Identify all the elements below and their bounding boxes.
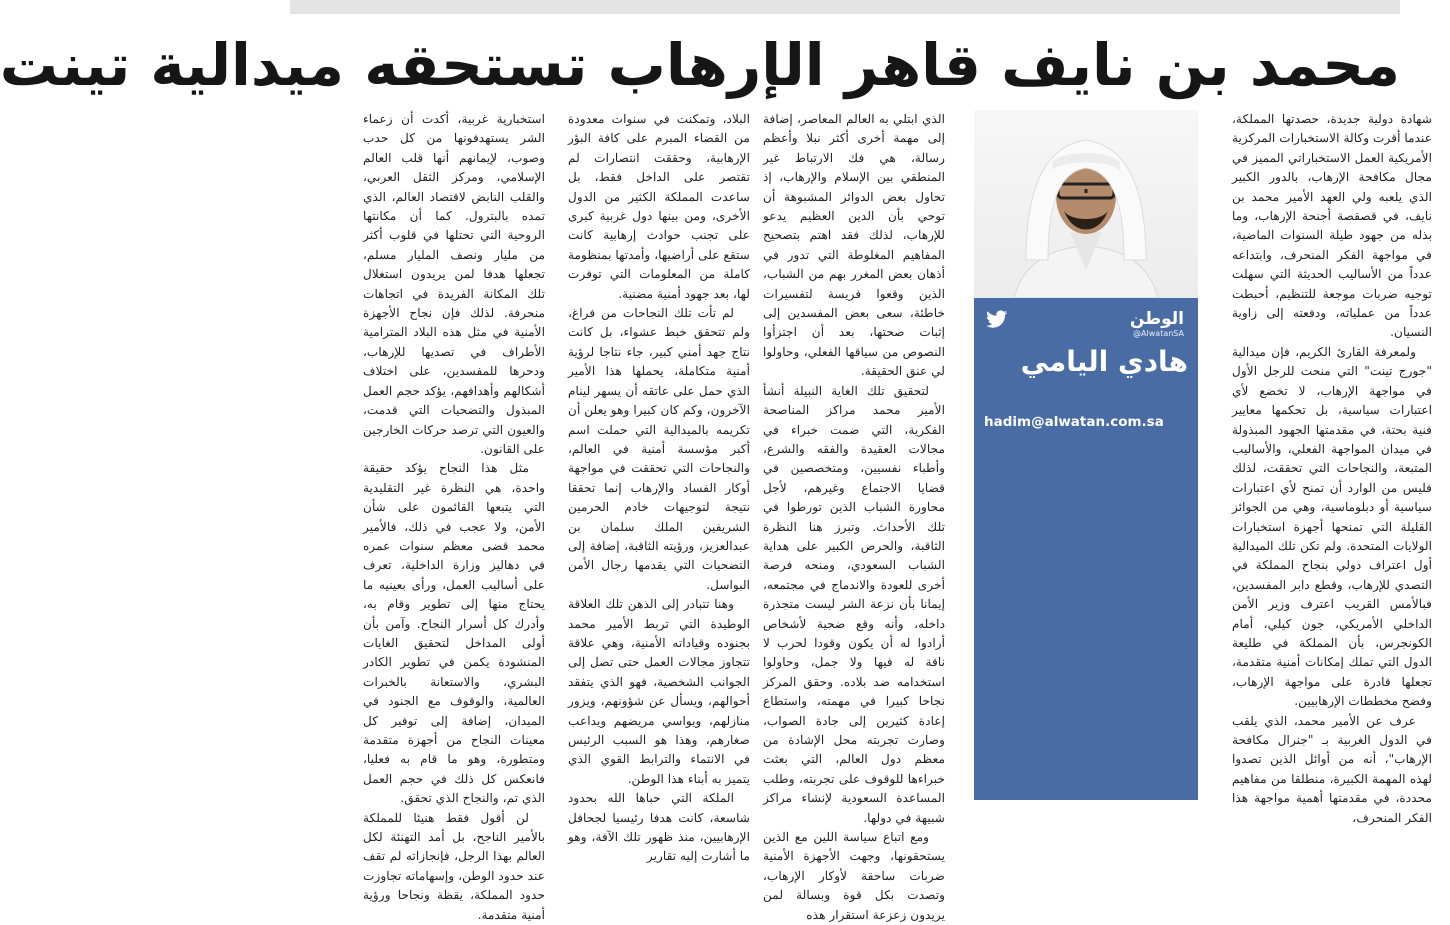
paragraph: الذي ابتلي به العالم المعاصر، إضافة إلى مهمة أخرى أكثر نبلا وأعظم رسالة، هي فك الارتباط غير المنطقي بين الإسلام والإرهاب، إذ تحاول بعض الدوائر المشبوهة أن توحي بأن الدين العظيم يدعو للإرهاب، لذلك فقد اهتم بتصحيح المفاهيم المغلوطة التي تدور في أذهان بعض المغرر بهم من الشباب، الذين وقعوا فريسة لتفسيرات خاطئة، سعى بعض المفسدين إلى إثبات صحتها، بعد أن اجتزأوا النصوص من سياقها الفعلي، وحاولوا لي عنق الحقيقة.	[763, 112, 945, 379]
author-photo	[974, 110, 1198, 298]
paragraph: استخبارية غربية، أكدت أن زعماء الشر يستهدفونها من كل حدب وصوب، لإيمانهم أنها قلب العالم الإسلامي، ومركز الثقل العربي، والقلب النابض لاقتصاد العالم، الذي تمده بالبترول. كما أن مكانتها الروحية التي تحتلها في قلوب أكثر من مليار ونصف المليار مسلم، تجعلها هدفا لمن يريدون استغلال تلك المكانة الفريدة في اتجاهات منحرفة. لذلك فإن نجاح الأجهزة الأمنية في مثل هذه البلاد المترامية الأطراف في تصديها للإرهاب، ودحرها للمفسدين، على اختلاف أشكالهم وأهدافهم، يؤكد حجم العمل المبذول والتضحيات التي قدمت، والعيون التي ترصد حركات الخارجين على القانون.	[363, 112, 545, 456]
top-bar	[290, 0, 1400, 14]
paragraph: ولمعرفة القارئ الكريم، فإن ميدالية "جورج تينت" التي منحت للرجل الأول في مواجهة الإرهاب، لا تخضع لأي اعتبارات سياسية، بل تحكمها معايير فنية بحتة، في مقدمتها الجهود المبذولة في ميدان المواجهة الفعلي، والأساليب المتبعة، والنجاحات التي تحققت، لذلك فليس من الوارد أن تمنح لأي اعتبارات سياسية أو دبلوماسية، وهي من الجوائز القليلة التي تمنحها أجهزة استخبارات الولايات المتحدة. ولم تكن تلك الميدالية أول اعتراف دولي بنجاح المملكة في التصدي للإرهاب، وقطع دابر المفسدين، فبالأمس القريب اعترف وزير الأمن الداخلي الأمريكي، جون كيلي، أمام الكونجرس، بأن المملكة في طليعة الدول التي تملك إمكانات أمنية متقدمة، تجعلها قادرة على مواجهة الإرهاب، وفضح مخططات الإرهابيين.	[1232, 344, 1432, 709]
logo-text: الوطن	[1129, 309, 1184, 329]
column-3	[568, 110, 750, 864]
paragraph: وهنا تتبادر إلى الذهن تلك العلاقة الوطيدة التي تربط الأمير محمد بجنوده وقياداته الأمنية، وهي علاقة تتجاوز مجالات العمل حتى تصل إلى الجوانب الشخصية، فهو الذي يتفقد أحوالهم، ويسأل عن شؤونهم، ويزور منازلهم، ويواسي مريضهم ويداعب صغارهم، وهذا هو السبب الرئيس في الانتماء والترابط القوي الذي يتميز به أبناء هذا الوطن.	[568, 597, 750, 786]
twitter-bird-icon	[986, 310, 1008, 328]
paragraph: البلاد، وتمكنت في سنوات معدودة من القضاء المبرم على كافة البؤر الإرهابية، وحققت انتصارات لم تقتصر على الداخل فقط، بل ساعدت المملكة الكثير من الدول الأخرى، ومن بينها دول غربية كبرى على تجنب حوادث إرهابية كانت ستقع على أراضيها، وأمدتها بمنظومة كاملة من المعلومات التي توفرت لها، بعد جهود أمنية مضنية.	[568, 112, 750, 301]
author-email[interactable]: hadim@alwatan.com.sa	[984, 414, 1164, 430]
paragraph: لم تأت تلك النجاحات من فراغ، ولم تتحقق خبط عشواء، بل كانت نتاج جهد أمني كبير، جاء نتاجا لرؤية أمنية متكاملة، يحملها هذا الأمير الذي حمل على عاتقه أن يسهر لينام الآخرون، وكم كان كبيرا وهو يعلن أن تكريمه بالميدالية التي حملت اسم أكبر مؤسسة أمنية في العالم، والنجاحات التي تحققت في مواجهة أوكار الفساد والإرهاب إنما تحققا نتيجة لتوجيهات خادم الحرمين الشريفين الملك سلمان بن عبدالعزيز، ورؤيته الثاقبة، إضافة إلى التضحيات التي يقدمها رجال الأمن البواسل.	[568, 306, 750, 592]
headline: محمد بن نايف قاهر الإرهاب تستحقه ميدالية تينت	[0, 31, 1400, 99]
paragraph: مثل هذا النجاح يؤكد حقيقة واحدة، هي النظرة غير التقليدية التي يتبعها القائمون على شأن الأمن، ولا عجب في ذلك، فالأمير محمد قضى معظم سنوات عمره في دهاليز وزارة الداخلية، تعرف على أساليب العمل، ورأى بعينيه ما يحتاج منها إلى تطوير وقام به، وأدرك كل أسرار النجاح. وآمن بأن أولى المداخل لتحقيق الغايات المنشودة يكمن في تطوير الكادر البشري، والاستعانة بالخبرات العالمية، والوقوف مع الجنود في الميدان، إضافة إلى توفير كل معينات النجاح من أجهزة متقدمة ومتطورة، وهو ما قام به فعليا، فانعكس كل ذلك في حجم العمل الذي تم، والنجاح الذي تحقق.	[363, 461, 545, 806]
twitter-handle: @AlwatanSA	[1133, 329, 1184, 338]
paragraph: ومع اتباع سياسة اللين مع الذين يستحقونها، وجهت الأجهزة الأمنية ضربات ساحقة لأوكار الإرهاب، وتصدت بكل قوة وبسالة لمن يريدون زعزعة استقرار هذه	[763, 830, 945, 922]
paragraph: لن أقول فقط هنيئا للمملكة بالأمير الناجح، بل أمد التهنئة لكل العالم بهذا الرجل، فإنجازاته لم تقف عند حدود الوطن، وإسهاماته تجاوزت حدود المملكة، يقظة ونجاحا ورؤية أمنية متقدمة.	[363, 810, 545, 922]
author-box	[974, 110, 1198, 800]
column-4	[363, 110, 545, 922]
author-name: هادي اليامي	[1020, 345, 1188, 378]
column-2	[763, 110, 945, 922]
paragraph: عرف عن الأمير محمد، الذي يلقب في الدول الغربية بـ "جنرال مكافحة الإرهاب"، أنه من أوائل الذين تصدوا لهذه المهمة الكبيرة، منطلقا من مفاهيم محددة، في مقدمتها أهمية مواجهة هذا الفكر المنحرف،	[1232, 713, 1432, 825]
author-name-panel	[974, 298, 1198, 800]
paragraph: شهادة دولية جديدة، حصدتها المملكة، عندما أقرت وكالة الاستخبارات المركزية الأمريكية العمل الاستخباراتي المميز في مجال مكافحة الإرهاب، بالدور الكبير الذي يلعبه ولي العهد الأمير محمد بن نايف، في قصقصة أجنحة الإرهاب، وما بذله من جهود طيلة السنوات الماضية، في مواجهة الفكر المنحرف، وابتداعه عدداً من الأساليب الحديثة التي سهلت توجيه ضربات موجعة للتنظيم، أحبطت عدداً من عملياته، ودفعته إلى زاوية النسيان.	[1232, 112, 1432, 340]
column-1	[1232, 110, 1432, 825]
paragraph: الملكة التي حباها الله بحدود شاسعة، كانت هدفا رئيسيا لجحافل الإرهابيين، منذ ظهور تلك الآفة، وهو ما أشارت إليه تقارير	[568, 791, 750, 864]
paragraph: لتحقيق تلك الغاية النبيلة أنشأ الأمير محمد مراكز المناصحة الفكرية، التي ضمت خبراء في مجالات العقيدة والفقه والشرع، وأطباء نفسيين، ومتخصصين في قضايا الاجتماع وغيرهم، لأجل محاورة الشباب الذين تورطوا في تلك الأحداث. وتبرز هنا النظرة الثاقبة، والحرص الكبير على هداية الشباب السعودي، ومنحه فرصة أخرى للعودة والاندماج في مجتمعه، إيمانا بأن نزعة الشر ليست متجذرة داخله، وأنه وقع ضحية لأشخاص أرادوا له أن يكون وقودا لحرب لا ناقة له فيها ولا جمل، وحاولوا استخدامه ضد بلاده. وحقق المركز نجاحا كبيرا في مهمته، واستطاع إعادة كثيرين إلى جادة الصواب، وصارت تجربته محل الإشادة من معظم دول العالم، التي بعثت خبراءها للوقوف على تجربته، وطلب المساعدة السعودية لإنشاء مراكز شبيهة في دولها.	[763, 383, 945, 825]
